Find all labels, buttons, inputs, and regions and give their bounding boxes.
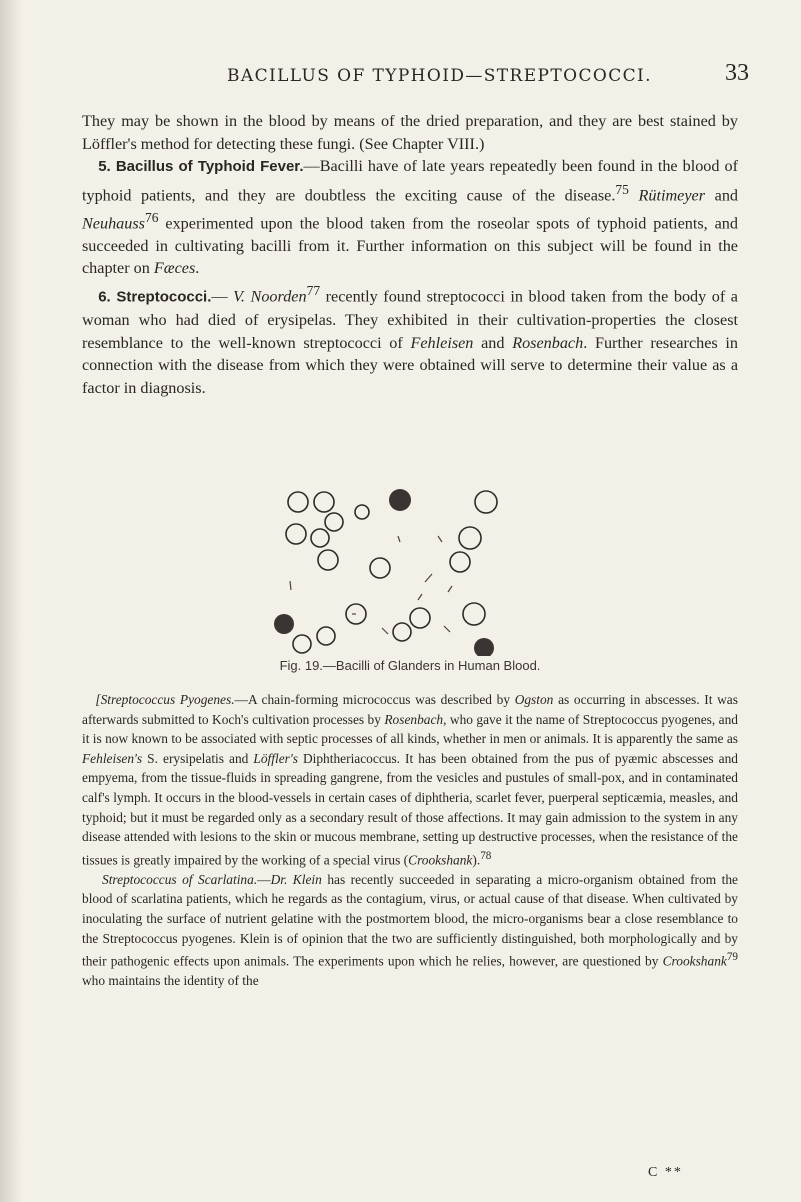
bacillus [438,536,442,542]
streptococci-dash: — [211,287,234,306]
figure-glanders-bacilli [270,486,540,656]
bacillus [418,594,422,600]
note-title-scarlatina: Streptococcus of Scarlatina. [102,871,258,887]
author-noorden: V. Noorden [233,287,307,306]
red-blood-cell [286,524,306,544]
author-fehleisen: Fehleisen [410,333,474,352]
typhoid-end: . [195,259,200,278]
red-blood-cell [475,491,497,513]
red-blood-cell [393,623,411,641]
red-blood-cell [459,527,481,549]
red-blood-cell [410,608,430,628]
pyogenes-text-c: S. erysipelatis and [142,750,254,766]
pyogenes-text-d: Diphtheriacoccus. It has been obtained from the pus of pyæmic abscesses and empyema, from the tissue-fluids in spreading gangrene, from the vesicles and pustules of small-pox, and in contaminated calf's lymph. It occurs in the blood-vessels in certain cases of diphtheria, scarlet fever, puerperal septicæmia, measles, and typhoid; but it must be regarded only as a secondary result of those affections. It may gain admission to the system in any disease attended with lesions to the skin or mucous membrane, setting up destructive processes, when the resistance of the tissues is greatly impaired by the working of a special virus ( [82,750,738,868]
red-blood-cell [314,492,334,512]
author-rutimeyer: Rütimeyer [638,186,706,205]
red-blood-cell [293,635,311,653]
author-klein: Dr. Klein [270,871,322,887]
author-rosenbach: Rosenbach [384,711,444,727]
red-blood-cell [318,550,338,570]
author-crookshank: Crookshank [408,852,473,868]
section-heading-streptococci: 6. Streptococci. [98,288,212,306]
signature-mark: C ** [648,1165,683,1180]
author-fehleisen: Fehleisen's [82,750,143,766]
footnote-ref-77: 77 [306,282,321,298]
red-blood-cell [450,552,470,572]
pyogenes-text-e: ). [472,852,481,868]
footnote-ref-79: 79 [726,951,738,964]
typhoid-text-a: —Bacilli have of late years repeatedly been found in the blood of typhoid patients, and they are doubtless the exciting cause of the disease. [82,157,738,205]
bacillus [290,581,291,590]
author-crookshank: Crookshank [662,953,727,969]
red-blood-cell [355,505,369,519]
red-blood-cell [288,492,308,512]
note-streptococcus-scarlatina [82,870,738,991]
red-blood-cell [325,513,343,531]
pyogenes-dash: —A chain-forming micrococcus was described by [234,692,515,707]
bacillus [398,536,400,542]
bacillus [382,628,388,634]
author-loffler: Löffler's [253,750,298,766]
scarlatina-text-a: has recently succeeded in separating a micro-organism obtained from the blood of scarlatina patients, which he regards as the contagium, virus, or actual cause of that disease. When cultivated by inoculating the surface of nutrient gelatine with the postmortem blood, the micro-organisms bear a close resemblance to the Streptococcus pyogenes. Klein is of opinion that the two are sufficiently distinguished, both morphologically and by their pathogenic effects upon animals. The experiments upon which he relies, however, are questioned by [82,871,738,969]
conjunction: and [473,333,513,352]
footnote-ref-76: 76 [144,209,159,225]
streptococci-text-b: . Further researches in connection with the disease from which they were obtained will serve to determine their value as a factor in diagnosis. [82,333,739,397]
red-blood-cell [370,558,390,578]
author-rosenbach: Rosenbach [512,333,584,352]
leucocyte [274,614,294,634]
bacillus [425,574,432,582]
pyogenes-text-b: , who gave it the name of Streptococcus pyogenes, and it is now known to be associated with septic processes of all kinds, whether in men or animals. It is apparently the same as [82,711,738,747]
paragraph-text: They may be shown in the blood by means of the dried preparation, and they are best stained by Löffler's method for detecting these fungi. (See Chapter VIII.) [82,112,738,153]
red-blood-cell [317,627,335,645]
red-blood-cell [311,529,329,547]
author-neuhauss: Neuhauss [82,214,145,233]
footnote-ref-75: 75 [615,181,629,197]
main-text [82,110,738,399]
bracketed-notes [82,690,738,991]
paragraph-blood-preparation [82,110,738,155]
blood-cells-illustration [270,486,540,656]
streptococci-text-a: recently found streptococci in blood taken from the body of a woman who had died of erysipelas. They exhibited in their cultivation-properties the closest resemblance to the well-known streptococci of [82,287,738,352]
section-heading-typhoid: 5. Bacillus of Typhoid Fever. [98,158,304,176]
leucocyte [389,489,411,511]
author-ogston: Ogston [514,692,554,707]
page-gutter-shadow [0,0,22,1202]
scarlatina-dash: — [257,871,271,887]
red-blood-cell [463,603,485,625]
pyogenes-text-a: as occurring in abscesses. It was afterwards submitted to Koch's cultivation processes by [82,692,738,727]
bacillus [448,586,452,592]
bacillus [444,626,450,632]
paragraph-typhoid [82,155,738,280]
typhoid-text-b: experimented upon the blood taken from the roseolar spots of typhoid patients, and succeeded in cultivating bacilli from it. Further information on this subject will be found in the chapter on [82,214,738,278]
footnote-ref-78: 78 [480,849,492,862]
figure-caption: Fig. 19.—Bacilli of Glanders in Human Blood. [279,658,541,673]
leucocyte [474,638,494,656]
scarlatina-text-b: who maintains the identity of the [82,973,259,989]
note-streptococcus-pyogenes [82,690,738,870]
note-title-pyogenes: [Streptococcus Pyogenes. [95,692,235,707]
conjunction: and [705,186,739,205]
chapter-feces: Fæces [153,259,196,278]
running-title: BACILLUS OF TYPHOID—STREPTOCOCCI. [227,66,652,86]
paragraph-streptococci [82,280,738,399]
page-number: 33 [725,60,749,86]
running-head [0,60,801,96]
